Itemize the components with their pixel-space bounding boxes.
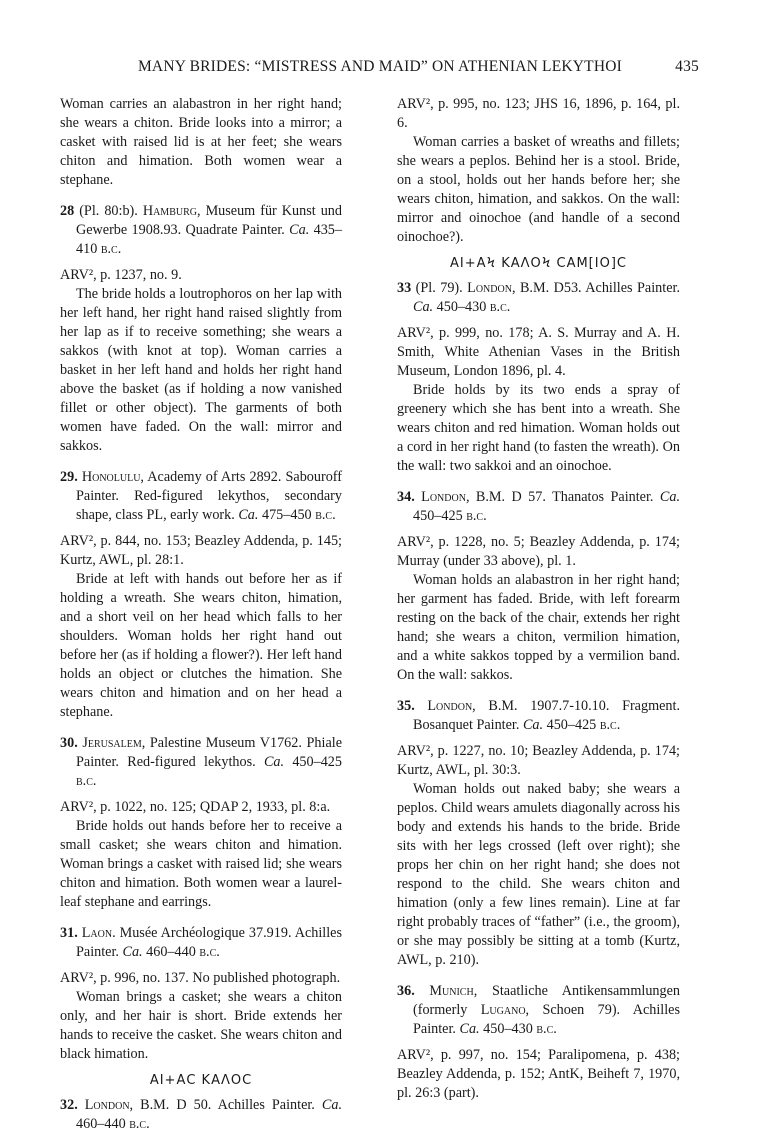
entry-34-description: Woman holds an alabastron in her right hand; her garment has faded. Bride, with left forearm resting on the back of the chair, extends her right hand; she wears a chiton, vermilion himation, and a white sakkos topped by a vermilion band. On the wall: sakkos.	[397, 572, 680, 683]
entry-31-inscription: ΑΙ+ΑϹ ΚΑΛΟϹ	[149, 1073, 253, 1088]
entry-number: 31.	[60, 925, 78, 941]
circa: Ca.	[522, 717, 544, 733]
entry-details-2: , Schoen 79). Achilles Painter.	[413, 1002, 680, 1037]
entry-30-heading	[60, 734, 342, 791]
plate-ref: (Pl. 79).	[411, 280, 468, 296]
entry-32-reference: ARV², p. 995, no. 123; JHS 16, 1896, p. 164, pl. 6.	[397, 96, 680, 131]
entry-details: , Museum für Kunst und Gewerbe 1908.93. Quadrate Painter.	[76, 203, 342, 238]
entry-30-reference: ARV², p. 1022, no. 125; QDAP 2, 1933, pl. 8:a.	[60, 799, 331, 815]
entry-number: 30.	[60, 735, 78, 751]
circa: Ca.	[459, 1021, 480, 1037]
circa: Ca.	[413, 299, 434, 315]
entry-29-heading	[60, 468, 342, 525]
entry-date: 460–440	[142, 944, 200, 960]
entry-details: , B.M. D 50. Achilles Painter.	[129, 1097, 322, 1113]
entry-city: Jerusalem	[77, 735, 142, 751]
entry-city: Munich	[414, 983, 474, 999]
circa: Ca.	[238, 507, 259, 523]
entry-34-heading	[397, 488, 680, 526]
era: b.c.	[599, 717, 621, 733]
entry-number: 29.	[60, 469, 78, 485]
entry-32-heading	[60, 1096, 342, 1134]
era: b.c.	[129, 1116, 150, 1132]
plate-ref: (Pl. 80:b).	[74, 203, 143, 219]
entry-31-reference: ARV², p. 996, no. 137. No published photograph.	[60, 970, 341, 986]
era: b.c.	[466, 508, 487, 524]
entry-details: , B.M. 1907.7-10.10. Fragment. Bosanquet Painter.	[413, 698, 680, 733]
entry-31-description: Woman brings a casket; she wears a chiton only, and her hair is short. Bride extends her hands to receive the casket. She wears chiton and black himation.	[60, 989, 342, 1062]
circa: Ca.	[289, 222, 310, 238]
running-title: MANY BRIDES: “MISTRESS AND MAID” ON ATHENIAN LEKYTHOI	[137, 58, 622, 75]
entry-details: , Palestine Museum V1762. Phiale Painter. Red-figured lekythos.	[76, 735, 342, 770]
entry-date: 450–425	[284, 754, 342, 770]
entry-city: Honolulu	[77, 469, 141, 485]
entry-city: London	[414, 698, 473, 714]
entry-city: London	[414, 489, 466, 505]
era: b.c.	[76, 773, 97, 789]
entry-city: Laon	[77, 925, 113, 941]
entry-number: 32.	[60, 1097, 78, 1113]
entry-details: , B.M. D 57. Thanatos Painter.	[465, 489, 660, 505]
left-column	[60, 95, 342, 1134]
entry-details: , B.M. D53. Achilles Painter.	[511, 280, 680, 296]
entry-31-heading	[60, 924, 342, 962]
circa: Ca.	[321, 1097, 342, 1113]
era: b.c.	[100, 241, 122, 257]
entry-city: Hamburg	[142, 203, 197, 219]
entry-former-city: Lugano	[480, 1002, 526, 1018]
entry-number: 35.	[397, 698, 415, 714]
entry-32-description: Woman carries a basket of wreaths and fillets; she wears a peplos. Behind her is a stool. Bride, on a stool, holds out her hands before her; she wears chiton, himation, and sakkos. On the wall: mirror and oinochoe (and handle of a second oinochoe?).	[397, 134, 680, 245]
entry-number: 34.	[397, 489, 415, 505]
entry-number: 36.	[397, 983, 415, 999]
entry-28-reference: ARV², p. 1237, no. 9.	[60, 267, 182, 283]
era: b.c.	[489, 299, 511, 315]
entry-details: , Academy of Arts 2892. Sabouroff Painter. Red-figured lekythos, secondary shape, class PL, early work.	[76, 469, 342, 523]
entry-details: , Staatliche Antikensammlungen (formerly	[413, 983, 680, 1018]
circa: Ca.	[263, 754, 285, 770]
era: b.c.	[315, 507, 336, 523]
entry-33-description: Bride holds by its two ends a spray of greenery which she has bent into a wreath. She wears chiton and red himation. Woman holds out a cord in her right hand (to fasten the wreath). On the wall: two sakkoi and an oinochoe.	[397, 382, 680, 474]
entry-33-reference: ARV², p. 999, no. 178; A. S. Murray and A. H. Smith, White Athenian Vases in the British Museum, London 1896, pl. 4.	[397, 325, 680, 379]
entry-date: 450–430	[433, 299, 490, 315]
entry-date: 450–425	[543, 717, 600, 733]
entry-29-reference: ARV², p. 844, no. 153; Beazley Addenda, p. 145; Kurtz, AWL, pl. 28:1.	[60, 533, 342, 568]
entry-28-heading	[60, 202, 342, 259]
entry-date: 475–450	[258, 507, 316, 523]
entry-35-heading	[397, 697, 680, 735]
entry-number: 33	[397, 280, 412, 296]
entry-city: London	[467, 280, 512, 296]
circa: Ca.	[122, 944, 143, 960]
entry-city: London	[77, 1097, 130, 1113]
era: b.c.	[199, 944, 220, 960]
running-head	[100, 58, 699, 80]
entry-35-reference: ARV², p. 1227, no. 10; Beazley Addenda, p. 174; Kurtz, AWL, pl. 30:3.	[397, 743, 680, 778]
entry-details: . Musée Archéologique 37.919. Achilles Painter.	[76, 925, 342, 960]
entry-29-description: Bride at left with hands out before her as if holding a wreath. She wears chiton, himation, and a short veil on her head which falls to her shoulders. Woman holds her right hand out before her (as if holding a flower?). Her left hand holds an object or clutches the himation. She wears chiton and himation and on her head a stephane.	[60, 571, 342, 720]
entry-36-reference: ARV², p. 997, no. 154; Paralipomena, p. 438; Beazley Addenda, p. 152; AntK, Beiheft 7, 1970, pl. 26:3 (part).	[397, 1047, 680, 1101]
circa: Ca.	[659, 489, 680, 505]
entry-date: 450–425	[413, 508, 467, 524]
right-column	[397, 95, 680, 1103]
entry-34-reference: ARV², p. 1228, no. 5; Beazley Addenda, p. 174; Murray (under 33 above), pl. 1.	[397, 534, 680, 569]
continued-description: Woman carries an alabastron in her right hand; she wears a chiton. Bride looks into a mirror; a casket with raised lid is at her feet; she wears chiton and himation. Both women wear a stephane.	[60, 96, 342, 188]
entry-28-description: The bride holds a loutrophoros on her lap with her left hand, her right hand raised slightly from her lap as if to receive something; she wears a sakkos (with knot at top). Woman carries a basket in her left hand and holds her right hand above the basket (as if holding a now vanished fillet or other object). The garments of both women have faded. On the wall: mirror and sakkos.	[60, 286, 342, 454]
entry-number: 28	[60, 203, 75, 219]
entry-date: 450–430	[479, 1021, 537, 1037]
entry-date: 460–440	[76, 1116, 130, 1132]
entry-32-inscription: ΑΙ+ΑϞ ΚΑΛΟϞ ϹΑΜ[ΙΟ]Ϲ	[450, 256, 627, 271]
entry-36-heading	[397, 982, 680, 1039]
entry-30-description: Bride holds out hands before her to receive a small casket; she wears chiton and himation. Woman brings a casket with raised lid; she wears chiton and himation. Both women wear a laurel-leaf stephane and earrings.	[60, 818, 342, 910]
era: b.c.	[536, 1021, 557, 1037]
entry-date: 435–410	[76, 222, 342, 257]
page-number: 435	[675, 58, 699, 75]
entry-33-heading	[397, 279, 680, 317]
entry-35-description: Woman holds out naked baby; she wears a peplos. Child wears amulets diagonally across his body and extends his hands to the bride. Bride sits with her legs crossed (left over right); she props her chin on her right hand; she does not respond to the child. She wears chiton and himation (only a few lines remain). Line at far right probably traces of “father” (i.e., the groom), or she may possibly be sitting at a tomb (Kurtz, AWL, p. 210).	[397, 781, 680, 968]
